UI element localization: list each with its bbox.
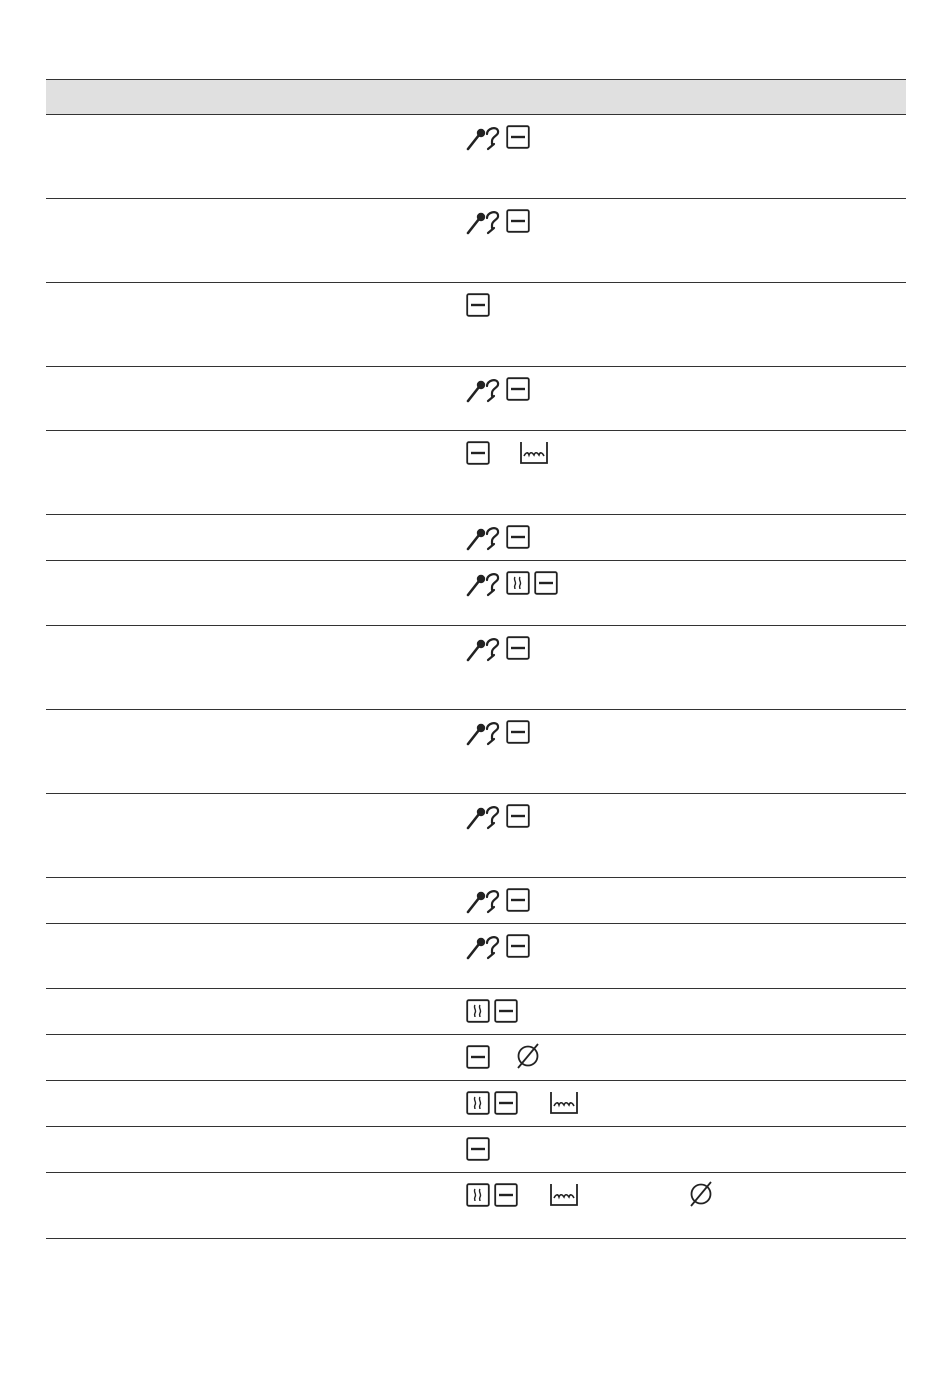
steam-wand-icon <box>466 571 506 597</box>
oven-function-icon <box>494 999 518 1023</box>
oven-function-icon <box>534 571 558 595</box>
steam-heat-icon <box>506 571 530 595</box>
table-row <box>46 878 906 924</box>
steam-heat-icon <box>466 1091 490 1115</box>
oven-function-icon <box>466 1045 490 1069</box>
steam-wand-icon <box>466 377 506 403</box>
table-header-row <box>46 79 906 115</box>
table-row <box>46 924 906 989</box>
oven-function-icon <box>494 1183 518 1207</box>
table-row <box>46 794 906 878</box>
oven-function-icon <box>506 934 530 958</box>
steam-wand-icon <box>466 125 506 151</box>
oven-function-icon <box>466 293 490 317</box>
steam-wand-icon <box>466 720 506 746</box>
table-row <box>46 431 906 515</box>
oven-function-icon <box>506 720 530 744</box>
oven-function-icon <box>506 888 530 912</box>
table-row <box>46 710 906 794</box>
table-row <box>46 1127 906 1173</box>
steam-heat-icon <box>466 1183 490 1207</box>
steam-heat-icon <box>466 999 490 1023</box>
steam-wand-icon <box>466 934 506 960</box>
oven-function-icon <box>466 1137 490 1161</box>
steam-wand-icon <box>466 525 506 551</box>
oven-function-icon <box>506 804 530 828</box>
table-row <box>46 367 906 431</box>
table-row <box>46 115 906 199</box>
oven-function-icon <box>506 525 530 549</box>
diameter-icon <box>513 1042 543 1070</box>
oven-function-icon <box>506 125 530 149</box>
water-tank-icon <box>549 1091 579 1115</box>
diameter-icon <box>686 1180 716 1208</box>
steam-wand-icon <box>466 209 506 235</box>
oven-function-icon <box>506 636 530 660</box>
steam-wand-icon <box>466 888 506 914</box>
water-tank-icon <box>549 1183 579 1207</box>
table-row <box>46 1035 906 1081</box>
water-tank-icon <box>519 441 549 465</box>
oven-function-icon <box>466 441 490 465</box>
table-row <box>46 561 906 626</box>
oven-function-icon <box>506 377 530 401</box>
table-row <box>46 515 906 561</box>
table-row <box>46 199 906 283</box>
table-row <box>46 626 906 710</box>
oven-function-icon <box>506 209 530 233</box>
settings-table <box>46 79 906 1239</box>
table-row <box>46 989 906 1035</box>
table-row <box>46 1173 906 1239</box>
table-body <box>46 115 906 1239</box>
steam-wand-icon <box>466 804 506 830</box>
table-row <box>46 1081 906 1127</box>
steam-wand-icon <box>466 636 506 662</box>
oven-function-icon <box>494 1091 518 1115</box>
table-row <box>46 283 906 367</box>
